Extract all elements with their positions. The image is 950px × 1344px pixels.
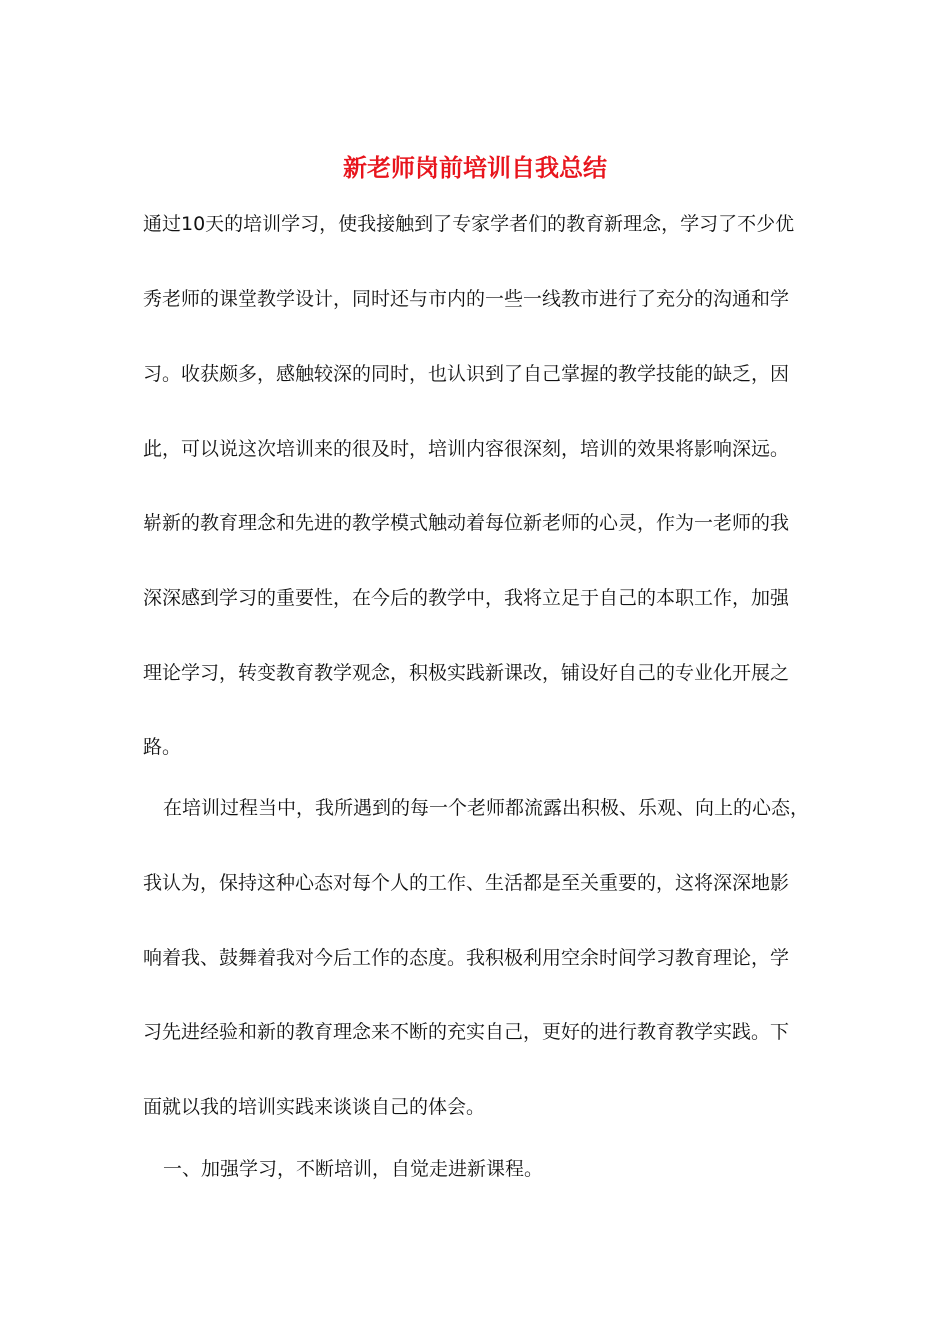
paragraph-line: 理论学习，转变教育教学观念，积极实践新课改，铺设好自己的专业化开展之 [143, 662, 790, 684]
paragraph-line: 深深感到学习的重要性，在今后的教学中，我将立足于自己的本职工作，加强 [143, 587, 790, 609]
paragraph-line: 在培训过程当中，我所遇到的每一个老师都流露出积极、乐观、向上的心态， [163, 797, 810, 819]
paragraph-line: 通过10天的培训学习，使我接触到了专家学者们的教育新理念，学习了不少优 [143, 213, 795, 235]
paragraph-line: 习先进经验和新的教育理念来不断的充实自己，更好的进行教育教学实践。下 [143, 1021, 790, 1043]
paragraph-line: 习。收获颇多，感触较深的同时，也认识到了自己掌握的教学技能的缺乏，因 [143, 363, 790, 385]
paragraph-line: 响着我、鼓舞着我对今后工作的态度。我积极利用空余时间学习教育理论，学 [143, 947, 790, 969]
paragraph-line: 面就以我的培训实践来谈谈自己的体会。 [143, 1096, 486, 1118]
section-heading: 一、加强学习，不断培训，自觉走进新课程。 [163, 1158, 544, 1180]
paragraph-line: 崭新的教育理念和先进的教学模式触动着每位新老师的心灵，作为一老师的我 [143, 512, 790, 534]
paragraph-line: 秀老师的课堂教学设计，同时还与市内的一些一线教市进行了充分的沟通和学 [143, 288, 790, 310]
paragraph-line: 路。 [143, 736, 182, 758]
paragraph-line: 此，可以说这次培训来的很及时，培训内容很深刻，培训的效果将影响深远。 [143, 438, 790, 460]
document-title: 新老师岗前培训自我总结 [343, 153, 607, 182]
paragraph-line: 我认为，保持这种心态对每个人的工作、生活都是至关重要的，这将深深地影 [143, 872, 790, 894]
